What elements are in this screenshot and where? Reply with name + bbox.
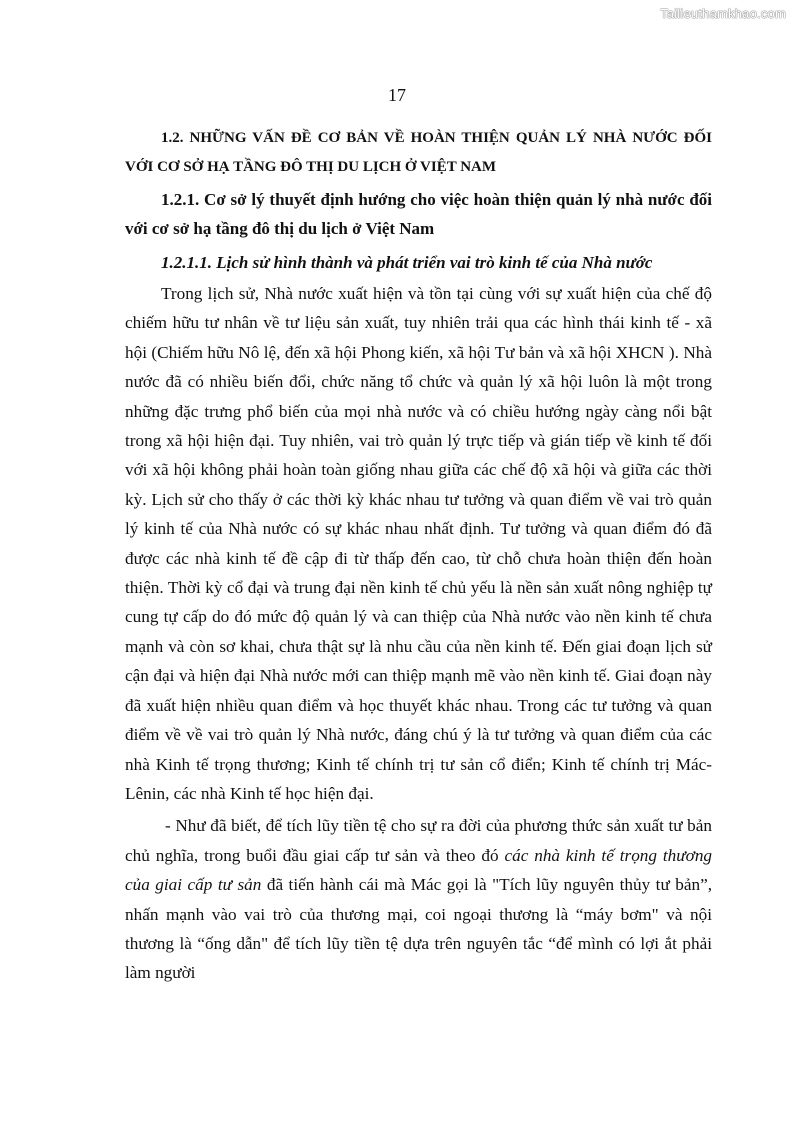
document-body	[125, 124, 712, 988]
subsubsection-heading: 1.2.1.1. Lịch sử hình thành và phát triển vai trò kinh tế của Nhà nước	[161, 253, 653, 272]
paragraph-text: đã tiến hành cái mà Mác gọi là "Tích lũy nguyên thủy tư bản”, nhấn mạnh vào vai trò của thương mại, coi ngoại thương là “máy bơm" và nội thương là “ống dẫn" để tích lũy tiền tệ dựa trên nguyên tắc “để mình có lợi ắt phải làm người	[125, 875, 712, 983]
page-number: 17	[388, 85, 406, 105]
emphasized-text: các nhà kinh tế trọng thương của giai cấp tư sản	[125, 845, 713, 895]
body-paragraph	[125, 811, 712, 987]
subsection-heading: 1.2.1. Cơ sở lý thuyết định hướng cho việc hoàn thiện quản lý nhà nước đối với cơ sở hạ tầng đô thị du lịch ở Việt Nam	[125, 190, 712, 238]
section-heading: 1.2. NHỮNG VẤN ĐỀ CƠ BẢN VỀ HOÀN THIỆN QUẢN LÝ NHÀ NƯỚC ĐỐI VỚI CƠ SỞ HẠ TẦNG ĐÔ THỊ DU LỊCH Ở VIỆT NAM	[125, 130, 712, 175]
body-paragraph: Trong lịch sử, Nhà nước xuất hiện và tồn tại cùng với sự xuất hiện của chế độ chiếm hữu tư nhân về tư liệu sản xuất, tuy nhiên trải qua các hình thái kinh tế - xã hội (Chiếm hữu Nô lệ, đến xã hội Phong kiến, xã hội Tư bản và xã hội XHCN ). Nhà nước đã có nhiều biến đổi, chức năng tổ chức và quản lý xã hội luôn là một trong những đặc trưng phổ biến của mọi nhà nước và có chiều hướng ngày càng nổi bật trong xã hội hiện đại. Tuy nhiên, vai trò quản lý trực tiếp và gián tiếp về kinh tế đối với xã hội không phải hoàn toàn giống nhau giữa các chế độ xã hội và giữa các thời kỳ. Lịch sử cho thấy ở các thời kỳ khác nhau tư tưởng và quan điểm về vai trò quản lý kinh tế của Nhà nước có sự khác nhau nhất định. Tư tưởng và quan điểm đó đã được các nhà kinh tế đề cập đi từ thấp đến cao, từ chỗ chưa hoàn thiện đến hoàn thiện. Thời kỳ cổ đại và trung đại nền kinh tế chủ yếu là nền sản xuất nông nghiệp tự cung tự cấp do đó mức độ quản lý và can thiệp của Nhà nước vào nền kinh tế chưa mạnh và còn sơ khai, chưa thật sự là nhu cầu của nền kinh tế. Đến giai đoạn lịch sử cận đại và hiện đại Nhà nước mới can thiệp mạnh mẽ vào nền kinh tế. Giai đoạn này đã xuất hiện nhiều quan điểm và học thuyết khác nhau. Trong các tư tưởng và quan điểm về về vai trò quản lý Nhà nước, đáng chú ý là tư tưởng và quan điểm của các nhà Kinh tế trọng thương; Kinh tế chính trị tư sản cổ điển; Kinh tế chính trị Mác-Lênin, các nhà Kinh tế học hiện đại.	[125, 284, 712, 803]
watermark: Tailieuthamkhao.com	[660, 6, 786, 21]
paragraph-text: - Như đã biết, để tích lũy tiền tệ cho sự ra đời của phương thức sản xuất tư bản chủ nghĩa, trong buổi đầu giai cấp tư sản và theo đó	[125, 816, 712, 865]
